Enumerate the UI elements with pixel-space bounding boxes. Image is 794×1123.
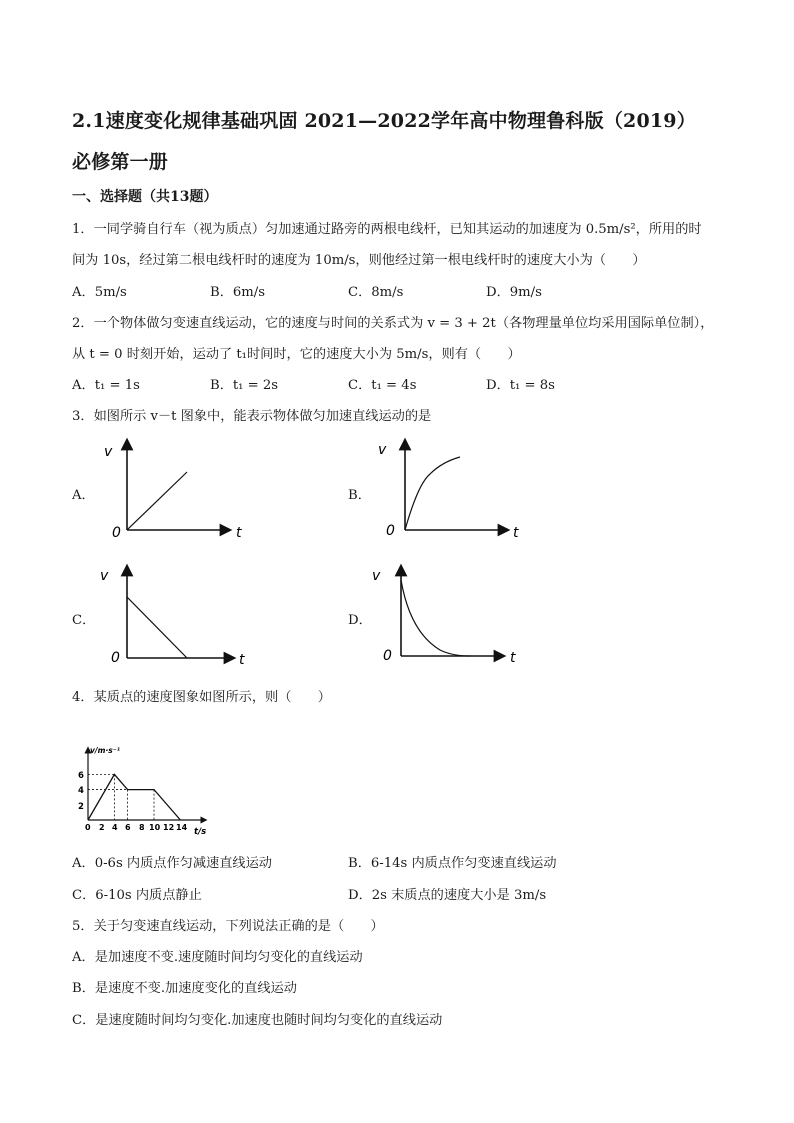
page-title-line1: 2.1速度变化规律基础巩固 2021—2022学年高中物理鲁科版（2019）	[72, 110, 696, 132]
origin-label: 0	[112, 525, 121, 541]
q3-option-b-letter: B．	[348, 488, 371, 503]
q4-option-d: D．2s 末质点的速度大小是 3m/s	[348, 888, 547, 903]
q4-option-c: C．6-10s 内质点静止	[72, 888, 202, 903]
t-axis-label: t	[239, 652, 245, 668]
q4-y-tick-2: 2	[78, 802, 84, 812]
q4-x-tick-8: 8	[139, 823, 145, 832]
q5-option-b: B．是速度不变.加速度变化的直线运动	[72, 981, 297, 996]
q5-option-a: A．是加速度不变.速度随时间均匀变化的直线运动	[72, 950, 363, 965]
origin-label: 0	[383, 648, 392, 664]
q2-option-b: B．t₁ = 2s	[210, 378, 279, 393]
q4-y-unit: v/m·s⁻¹	[90, 746, 120, 755]
q4-velocity-graph	[72, 742, 222, 838]
q4-series	[88, 774, 180, 820]
q1-option-a: A．5m/s	[72, 285, 127, 300]
q4-x-tick-14: 14	[176, 823, 188, 832]
q5-option-c: C．是速度随时间均匀变化.加速度也随时间均匀变化的直线运动	[72, 1013, 443, 1028]
q4-y-tick-6: 6	[78, 771, 84, 781]
q2-option-d: D．t₁ = 8s	[486, 378, 555, 393]
q1-option-b: B．6m/s	[210, 285, 265, 300]
q3-option-d-letter: D．	[348, 613, 372, 628]
v-axis-label: v	[100, 568, 109, 584]
q4-option-b: B．6-14s 内质点作匀变速直线运动	[348, 856, 557, 871]
q3-option-c-letter: C．	[72, 613, 96, 628]
question-1-line2: 间为 10s，经过第二根电线杆时的速度为 10m/s，则他经过第一根电线杆时的速度大小为（ ）	[72, 253, 646, 268]
q1-option-c: C．8m/s	[348, 285, 404, 300]
vt-curve	[401, 580, 470, 656]
origin-label: 0	[111, 650, 120, 666]
question-3-stem: 3．如图所示 v－t 图象中，能表示物体做匀加速直线运动的是	[72, 409, 432, 424]
q2-option-c: C．t₁ = 4s	[348, 378, 417, 393]
question-2-line2: 从 t = 0 时刻开始，运动了 t₁时间时，它的速度大小为 5m/s，则有（ ）	[72, 347, 521, 362]
q3-graph-d	[370, 562, 540, 674]
section-heading: 一、选择题（共13题）	[72, 189, 218, 205]
question-1-line1: 1．一同学骑自行车（视为质点）匀加速通过路旁的两根电线杆，已知其运动的加速度为 0.5m/s²，所用的时	[72, 222, 702, 237]
q4-x-tick-4: 4	[112, 823, 118, 832]
v-axis-label: v	[104, 444, 113, 460]
vt-curve	[405, 457, 460, 530]
q3-graph-a	[96, 436, 266, 548]
vt-curve	[127, 597, 187, 658]
q4-x-tick-10: 10	[149, 823, 161, 832]
page-title-line2: 必修第一册	[72, 151, 169, 173]
q4-x-tick-6: 6	[125, 823, 131, 832]
q1-option-d: D．9m/s	[486, 285, 542, 300]
q4-x-tick-0: 0	[85, 823, 91, 832]
q4-x-tick-12: 12	[163, 823, 175, 832]
q3-graph-b	[370, 436, 540, 548]
t-axis-label: t	[236, 525, 242, 541]
q4-x-unit: t/s	[194, 827, 207, 837]
q2-option-a: A．t₁ = 1s	[72, 378, 140, 393]
q4-velocity-line	[88, 774, 180, 820]
v-axis-label: v	[378, 442, 387, 458]
question-4-stem: 4．某质点的速度图象如图所示，则（ ）	[72, 690, 331, 705]
v-axis-label: v	[372, 568, 381, 584]
t-axis-label: t	[510, 650, 516, 666]
q4-option-a: A．0-6s 内质点作匀减速直线运动	[72, 856, 272, 871]
q3-graph-c	[96, 562, 266, 674]
question-2-line1: 2．一个物体做匀变速直线运动，它的速度与时间的关系式为 v = 3 + 2t（各物理量单位均采用国际单位制），	[72, 316, 714, 331]
q3-option-a-letter: A．	[72, 488, 95, 503]
t-axis-label: t	[513, 525, 519, 541]
origin-label: 0	[386, 523, 395, 539]
question-5-stem: 5．关于匀变速直线运动，下列说法正确的是（ ）	[72, 919, 384, 934]
q4-y-tick-4: 4	[78, 786, 84, 796]
vt-curve	[127, 472, 187, 530]
q4-x-tick-2: 2	[99, 823, 105, 832]
